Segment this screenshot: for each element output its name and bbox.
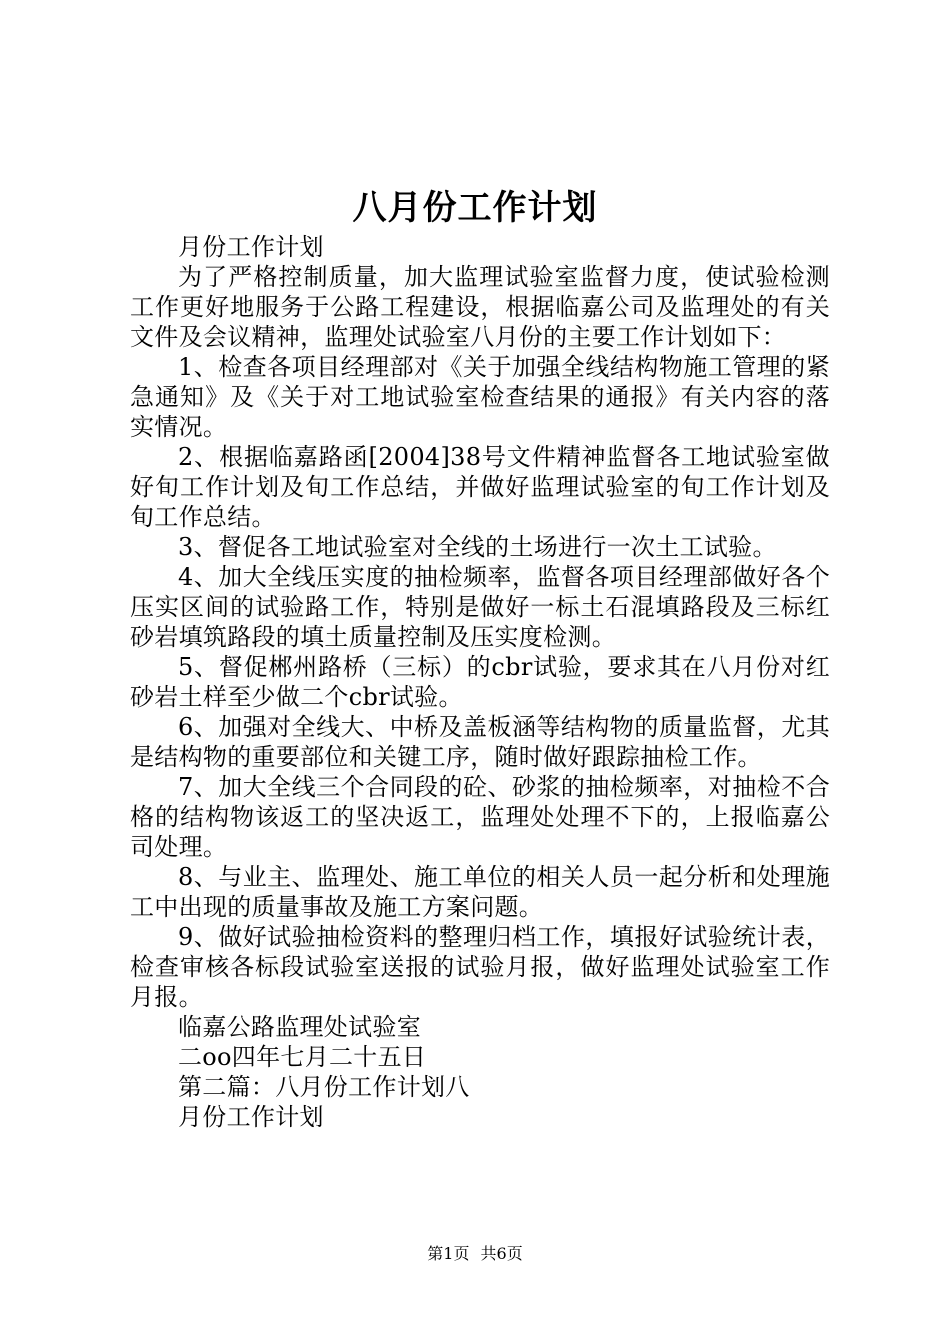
paragraph-subtitle: 月份工作计划 [178, 233, 324, 261]
paragraph-item-6: 6、加强对全线大、中桥及盖板涵等结构物的质量监督，尤其是结构物的重要部位和关键工序，随时做好跟踪抽检工作。 [130, 713, 830, 771]
page-number: 第1页 [427, 1244, 470, 1263]
document-body [130, 232, 830, 1132]
paragraph-item-1: 1、检查各项目经理部对《关于加强全线结构物施工管理的紧急通知》及《关于对工地试验室检查结果的通报》有关内容的落实情况。 [130, 353, 830, 441]
paragraph-item-5: 5、督促郴州路桥（三标）的cbr试验，要求其在八月份对红砂岩土样至少做二个cbr试验。 [130, 653, 830, 711]
document-title: 八月份工作计划 [352, 188, 598, 228]
signature-organization: 临嘉公路监理处试验室 [178, 1013, 421, 1041]
paragraph-item-9: 9、做好试验抽检资料的整理归档工作，填报好试验统计表，检查审核各标段试验室送报的试验月报，做好监理处试验室工作月报。 [130, 923, 830, 1011]
second-section-heading: 第二篇：八月份工作计划八 [178, 1073, 470, 1101]
second-section-subtitle: 月份工作计划 [178, 1103, 324, 1131]
paragraph-item-2: 2、根据临嘉路函[2004]38号文件精神监督各工地试验室做好旬工作计划及旬工作总结，并做好监理试验室的旬工作计划及旬工作总结。 [130, 443, 830, 531]
paragraph-item-7: 7、加大全线三个合同段的砼、砂浆的抽检频率，对抽检不合格的结构物该返工的坚决返工，监理处处理不下的，上报临嘉公司处理。 [130, 773, 830, 861]
page-total: 共6页 [480, 1244, 523, 1263]
page-footer [0, 1242, 950, 1266]
paragraph-intro: 为了严格控制质量，加大监理试验室监督力度，使试验检测工作更好地服务于公路工程建设，根据临嘉公司及监理处的有关文件及会议精神，监理处试验室八月份的主要工作计划如下： [130, 263, 830, 351]
paragraph-item-8: 8、与业主、监理处、施工单位的相关人员一起分析和处理施工中出现的质量事故及施工方案问题。 [130, 863, 830, 921]
paragraph-item-4: 4、加大全线压实度的抽检频率，监督各项目经理部做好各个压实区间的试验路工作，特别是做好一标土石混填路段及三标红砂岩填筑路段的填土质量控制及压实度检测。 [130, 563, 830, 651]
signature-date: 二oo四年七月二十五日 [178, 1043, 427, 1071]
paragraph-item-3: 3、督促各工地试验室对全线的土场进行一次土工试验。 [178, 533, 777, 561]
